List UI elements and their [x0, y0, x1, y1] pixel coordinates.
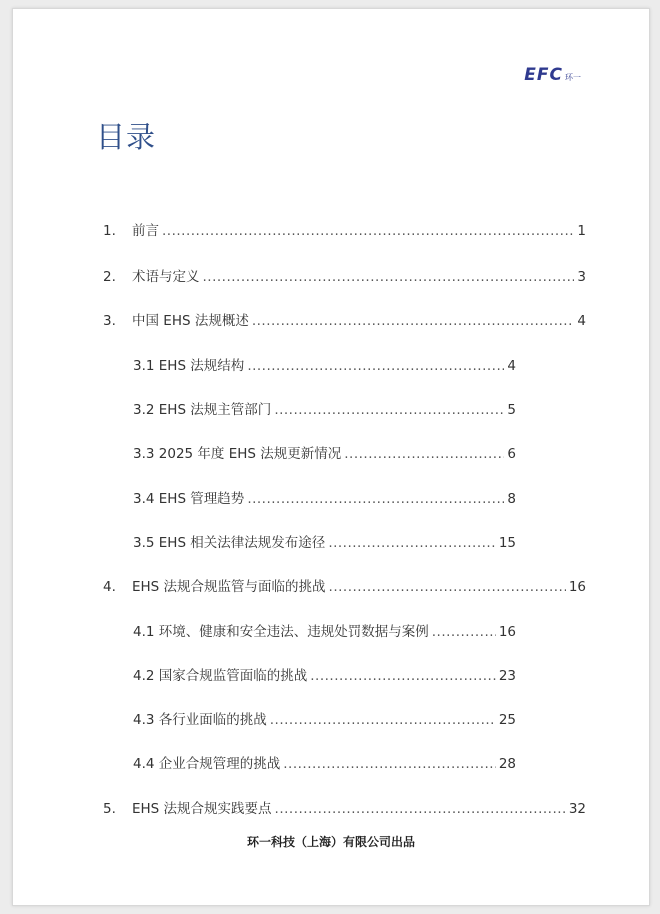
toc-entry-label: 3.1 EHS 法规结构	[133, 358, 245, 374]
toc-entry-label: 3.5 EHS 相关法律法规发布途径	[133, 535, 326, 551]
toc-entry-label: 3.4 EHS 管理趋势	[133, 491, 245, 507]
toc-entry[interactable]	[133, 533, 516, 553]
toc-entry-page-number: 28	[498, 756, 516, 772]
toc-entry-page-number: 5	[507, 402, 516, 418]
toc-leader-dots	[203, 267, 575, 287]
toc-leader-dots	[344, 444, 504, 464]
toc-entry-label: EHS 法规合规实践要点	[132, 801, 272, 817]
logo-mark: EFC	[524, 65, 563, 85]
table-of-contents	[13, 9, 649, 905]
toc-entry-number: 1.	[103, 223, 116, 239]
toc-entry-label: 3.2 EHS 法规主管部门	[133, 402, 272, 418]
toc-entry[interactable]	[133, 400, 516, 420]
toc-leader-dots	[274, 400, 504, 420]
toc-entry-label: 4.2 国家合规监管面临的挑战	[133, 668, 308, 684]
toc-entry[interactable]	[103, 577, 586, 597]
toc-leader-dots	[283, 754, 496, 774]
toc-leader-dots	[310, 666, 496, 686]
page-title: 目录	[96, 120, 157, 154]
toc-entry[interactable]	[103, 267, 586, 287]
toc-leader-dots	[247, 489, 504, 509]
toc-entry[interactable]	[133, 489, 516, 509]
toc-entry-page-number: 32	[568, 801, 586, 817]
toc-entry-label: EHS 法规合规监管与面临的挑战	[132, 579, 326, 595]
toc-entry-number: 4.	[103, 579, 116, 595]
toc-entry-page-number: 16	[498, 624, 516, 640]
toc-leader-dots	[328, 533, 496, 553]
document-page	[12, 8, 650, 906]
toc-leader-dots	[329, 577, 566, 597]
toc-entry-page-number: 8	[507, 491, 516, 507]
toc-entry-page-number: 4	[507, 358, 516, 374]
toc-leader-dots	[252, 311, 575, 331]
logo-subtext: 环一	[565, 73, 581, 82]
toc-entry-page-number: 25	[498, 712, 516, 728]
toc-entry-page-number: 6	[507, 446, 516, 462]
toc-entry-page-number: 4	[577, 313, 586, 329]
toc-entry-page-number: 23	[498, 668, 516, 684]
toc-entry-label: 中国 EHS 法规概述	[132, 313, 249, 329]
toc-entry[interactable]	[133, 356, 516, 376]
toc-entry[interactable]	[133, 622, 516, 642]
toc-leader-dots	[270, 710, 496, 730]
toc-entry[interactable]	[133, 710, 516, 730]
toc-entry[interactable]	[133, 444, 516, 464]
toc-entry-page-number: 3	[577, 269, 586, 285]
page-footer: 环一科技（上海）有限公司出品	[246, 835, 415, 849]
toc-entry[interactable]	[133, 666, 516, 686]
toc-entry-number: 2.	[103, 269, 116, 285]
toc-entry-page-number: 15	[498, 535, 516, 551]
toc-entry-label: 前言	[132, 223, 159, 239]
toc-entry[interactable]	[103, 311, 586, 331]
toc-leader-dots	[247, 356, 504, 376]
toc-leader-dots	[162, 221, 574, 241]
toc-entry-page-number: 1	[577, 223, 586, 239]
toc-entry-label: 4.1 环境、健康和安全违法、违规处罚数据与案例	[133, 624, 429, 640]
toc-entry[interactable]	[103, 799, 586, 819]
toc-leader-dots	[275, 799, 566, 819]
toc-entry-number: 5.	[103, 801, 116, 817]
toc-entry-label: 4.3 各行业面临的挑战	[133, 712, 267, 728]
toc-entry-label: 4.4 企业合规管理的挑战	[133, 756, 281, 772]
toc-leader-dots	[432, 622, 496, 642]
toc-entry[interactable]	[133, 754, 516, 774]
toc-entry-label: 3.3 2025 年度 EHS 法规更新情况	[133, 446, 342, 462]
toc-entry-label: 术语与定义	[132, 269, 200, 285]
toc-entry[interactable]	[103, 221, 586, 241]
toc-entry-page-number: 16	[568, 579, 586, 595]
toc-entry-number: 3.	[103, 313, 116, 329]
